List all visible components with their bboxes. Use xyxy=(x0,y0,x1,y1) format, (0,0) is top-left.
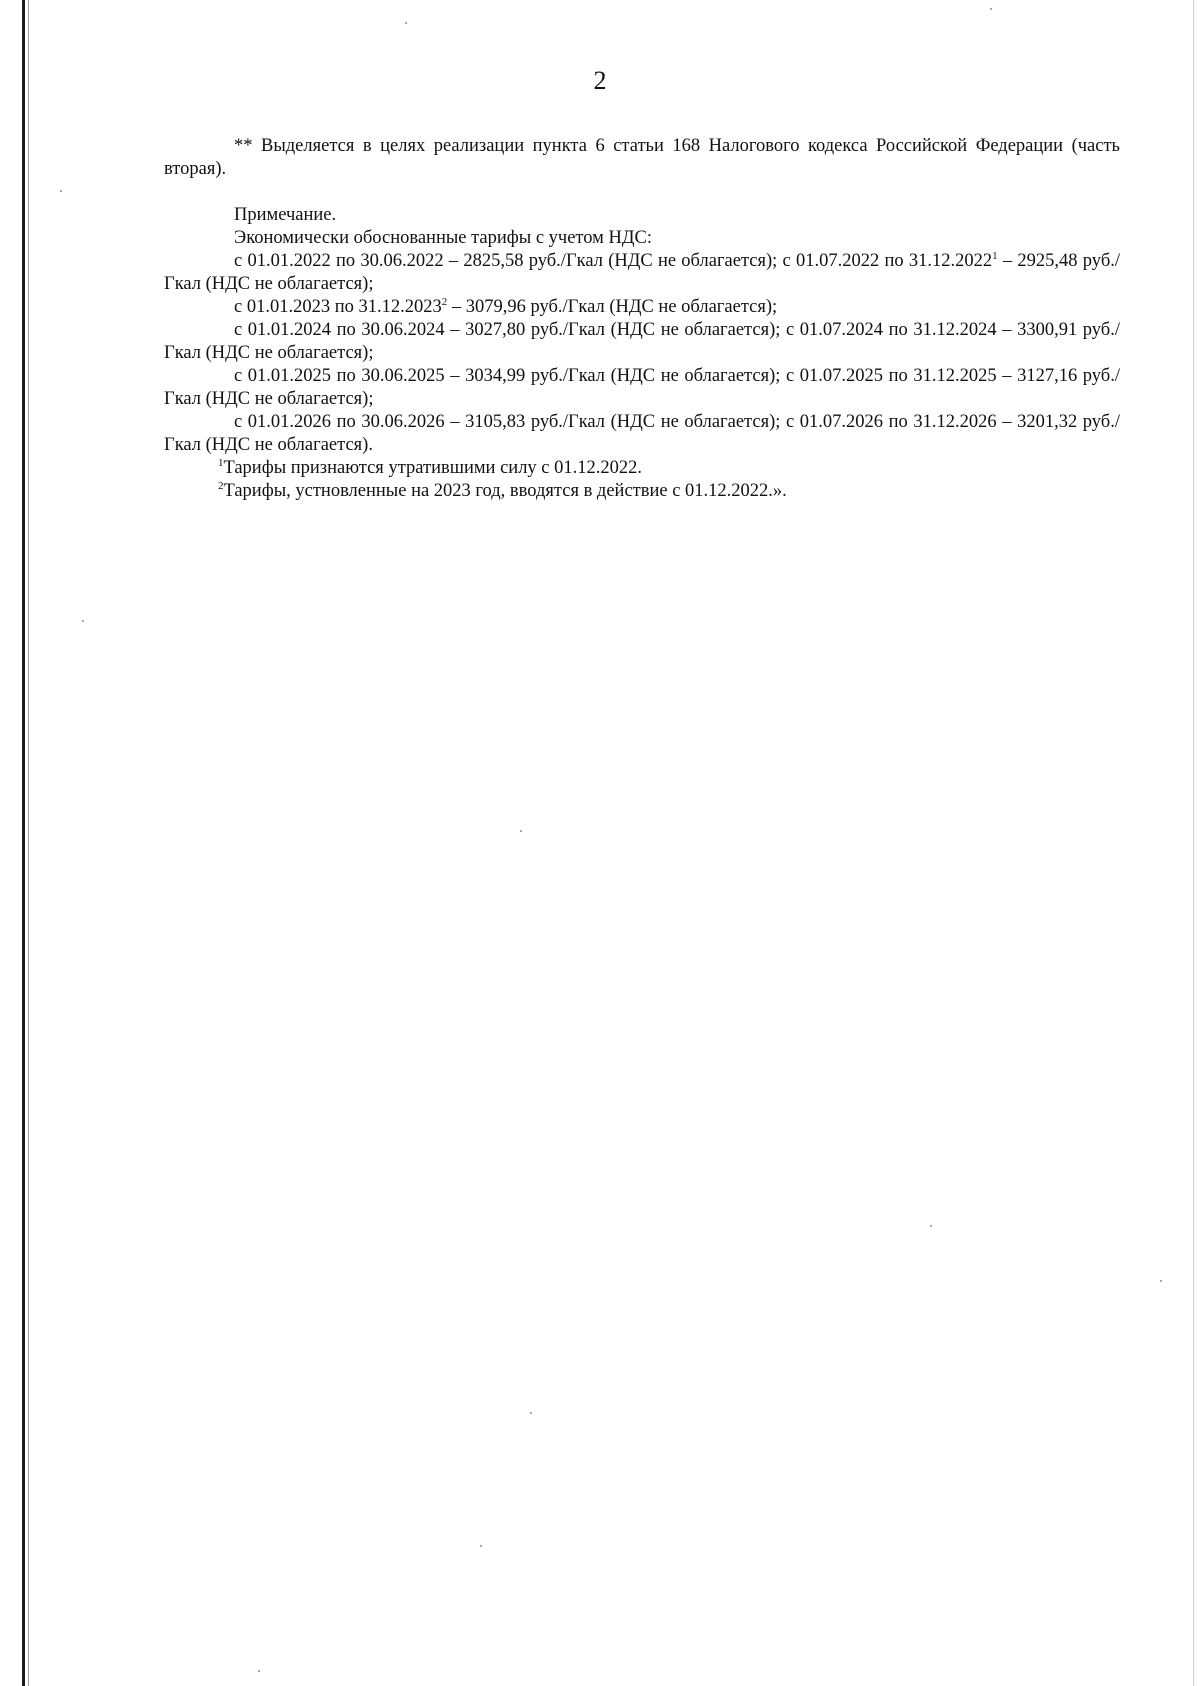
footnote-text: Тарифы признаются утратившими силу с 01.12.2022. xyxy=(223,458,643,478)
note-heading: Примечание. xyxy=(234,205,337,225)
tariff-line-2023 xyxy=(164,296,1120,319)
scan-speck xyxy=(520,830,522,832)
tariff-line-2026: с 01.01.2026 по 30.06.2026 – 3105,83 руб./Гкал (НДС не облагается); с 01.07.2026 по 31.12.2026 – 3201,32 руб./Гкал (НДС не облагается). xyxy=(164,412,1120,455)
footnote-mark: 2 xyxy=(218,479,224,492)
tariff-line-text: с 01.01.2022 по 30.06.2022 – 2825,58 руб./Гкал (НДС не облагается); с 01.07.2022 по 31.12.2022 xyxy=(234,251,993,271)
footnote-ref: 2 xyxy=(441,295,448,308)
scan-edge-left xyxy=(22,0,25,1686)
footnote-star-paragraph: ** Выделяется в целях реализации пункта 6 статьи 168 Налогового кодекса Российской Федерации (часть вторая). xyxy=(164,136,1120,179)
footnote-1 xyxy=(164,457,1120,480)
scan-edge-left-inner xyxy=(28,0,29,1686)
scan-speck xyxy=(60,190,62,192)
tariff-line-text-after: – 2925,48 руб./Гкал (НДС не облагается); xyxy=(164,251,1120,294)
scan-speck xyxy=(82,620,84,622)
note-intro: Экономически обоснованные тарифы с учетом НДС: xyxy=(234,228,652,248)
page-number: 2 xyxy=(593,66,607,95)
tariff-line-text: с 01.01.2023 по 31.12.2023 xyxy=(234,297,442,317)
footnote-mark: 1 xyxy=(218,456,224,469)
scan-speck xyxy=(1160,1280,1162,1282)
footnote-text: Тарифы, устновленные на 2023 год, вводятся в действие с 01.12.2022.». xyxy=(223,481,787,501)
scan-speck xyxy=(258,1670,260,1672)
scan-speck xyxy=(990,8,992,10)
scan-speck xyxy=(930,1225,932,1227)
scan-speck xyxy=(405,22,407,24)
scan-edge-right xyxy=(1193,0,1194,1686)
document-body xyxy=(164,135,1120,503)
footnote-ref: 1 xyxy=(992,249,998,262)
scan-speck xyxy=(530,1412,532,1414)
scan-speck xyxy=(480,1545,482,1547)
tariff-line-2025: с 01.01.2025 по 30.06.2025 – 3034,99 руб./Гкал (НДС не облагается); с 01.07.2025 по 31.12.2025 – 3127,16 руб./Гкал (НДС не облагается); xyxy=(164,366,1120,409)
footnote-2 xyxy=(164,480,1120,503)
tariff-line-2024: с 01.01.2024 по 30.06.2024 – 3027,80 руб./Гкал (НДС не облагается); с 01.07.2024 по 31.12.2024 – 3300,91 руб./Гкал (НДС не облагается); xyxy=(164,320,1120,363)
tariff-line-2022 xyxy=(164,250,1120,296)
tariff-line-text-after: – 3079,96 руб./Гкал (НДС не облагается); xyxy=(447,297,778,317)
